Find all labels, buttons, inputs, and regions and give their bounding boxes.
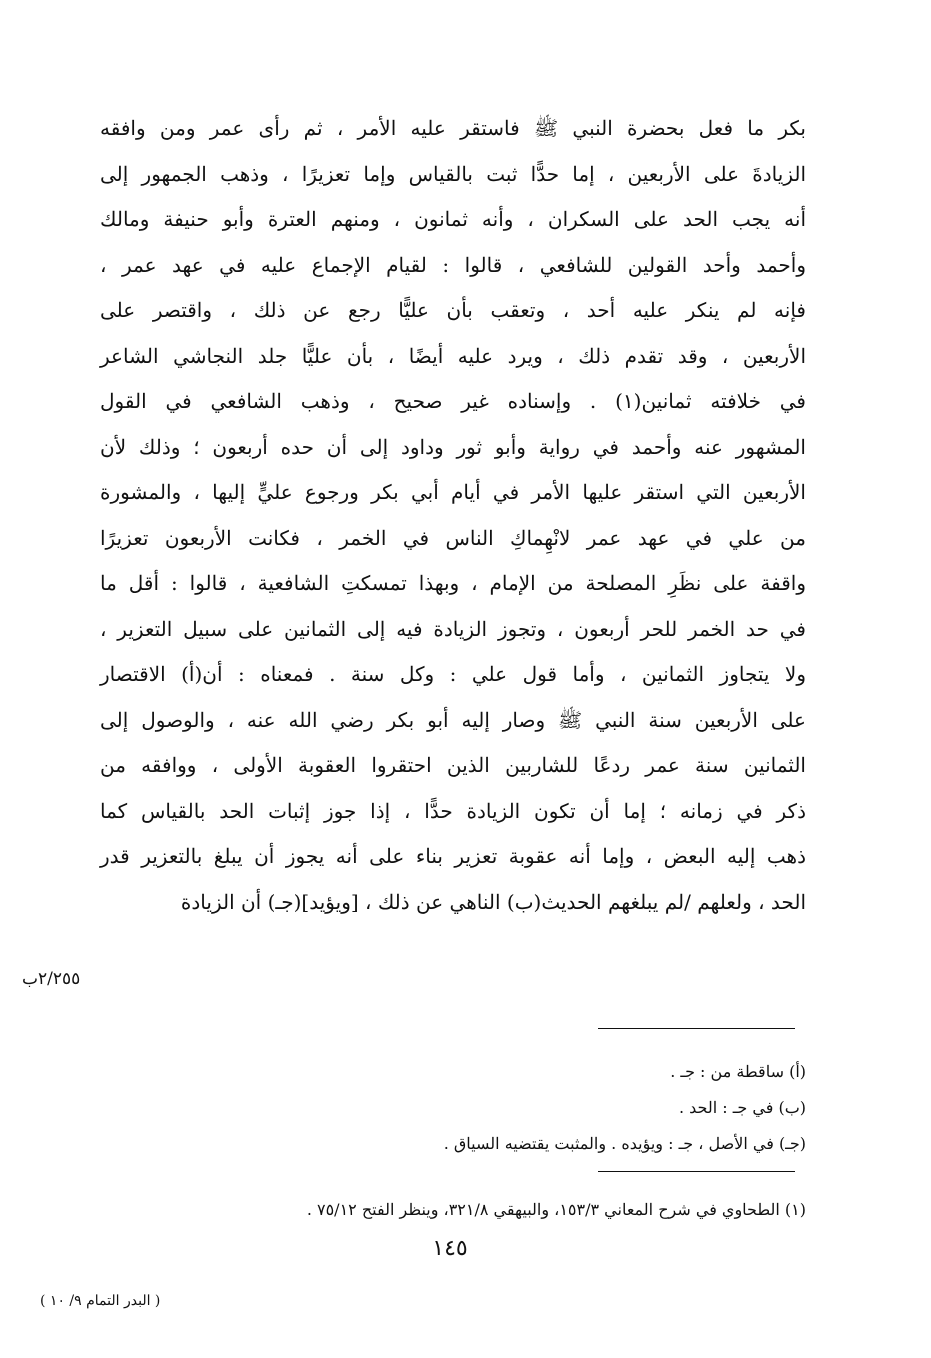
text-line-1: بكر ما فعل بحضرة النبي ﷺ فاستقر عليه الأمر ، ثم رأى عمر ومن وافقه — [100, 116, 806, 140]
main-text-block — [100, 106, 806, 925]
variant-note-a: (أ) ساقطة من : جـ . — [670, 1062, 806, 1081]
text-line-4: وأحمد وأحد القولين للشافعي ، قالوا : لقيام الإجماع عليه في عهد عمر ، — [100, 252, 806, 277]
page-number: ١٤٥ — [432, 1236, 468, 1261]
text-line-14: على الأربعين سنة النبي ﷺ وصار إليه أبو بكر رضي الله عنه ، والوصول إلى — [100, 707, 806, 732]
text-line-9: الأربعين التي استقر عليها الأمر في أيام أبي بكر ورجوع عليٍّ إليها ، والمشورة — [100, 480, 806, 504]
text-line-13: ولا يتجاوز الثمانين ، وأما قول علي : وكل سنة . فمعناه : أن(أ) الاقتصار — [100, 662, 806, 686]
footnote-separator-top — [598, 1028, 795, 1029]
text-line-10: من علي في عهد عمر لانْهِماكِ الناس في الخمر ، فكانت الأربعون تعزيرًا — [100, 525, 806, 550]
text-line-11: واقفة على نظَرِ المصلحة من الإمام ، وبهذا تمسكتِ الشافعية ، قالوا : أقل ما — [100, 571, 806, 595]
variant-note-b: (ب) في جـ : الحد . — [678, 1098, 806, 1117]
text-line-15: الثمانين سنة عمر ردعًا للشاربين الذين احتقروا العقوبة الأولى ، ووافقه من — [100, 753, 806, 777]
text-line-16: ذكر في زمانه ؛ إما أن تكون الزيادة حدًّا ، إذا جوز إثبات الحد بالقياس كما — [100, 798, 806, 823]
book-signature: ( البدر التمام ٩/ ١٠ ) — [40, 1293, 161, 1309]
reference-footnotes — [300, 1190, 806, 1230]
text-line-2: الزيادةَ على الأربعين ، إما حدًّا ثبت بالقياس وإما تعزيرًا ، وذهب الجمهور إلى — [100, 161, 807, 186]
text-line-8: المشهور عنه وأحمد في رواية وأبو ثور وداود إلى أن حده أربعون ؛ وذلك لأن — [100, 434, 806, 459]
text-line-7: في خلافته ثمانين(١) . وإسناده غير صحيح ، وذهب الشافعي في القول — [100, 389, 806, 413]
text-line-5: فإنه لم ينكر عليه أحد ، وتعقب بأن عليًّا رجع عن ذلك ، واقتصر على — [100, 298, 806, 322]
text-line-18: الحد ، ولعلهم /لم يبلغهم الحديث(ب) الناهي عن ذلك ، [ويؤيد](جـ) أن الزيادة — [180, 889, 806, 914]
reference-note-1: (١) الطحاوي في شرح المعاني ١٥٣/٣، والبيهقي ٣٢١/٨، وينظر الفتح ٧٥/١٢ . — [306, 1200, 806, 1219]
variant-footnotes — [300, 1054, 806, 1162]
text-line-12: في حد الخمر للحر أربعون ، وتجوز الزيادة فيه إلى الثمانين على سبيل التعزير ، — [100, 616, 806, 641]
text-line-3: أنه يجب الحد على السكران ، وأنه ثمانون ، ومنهم العترة وأبو حنيفة ومالك — [100, 207, 806, 231]
text-line-6: الأربعين ، وقد تقدم ذلك ، ويرد عليه أيضًا ، بأن عليًّا جلد النجاشي الشاعر — [100, 343, 806, 368]
footnote-separator-bottom — [598, 1171, 795, 1172]
manuscript-folio-marker: ٢/٢٥٥ب — [22, 969, 81, 989]
text-line-17: ذهب إليه البعض ، وإما أنه عقوبة تعزير بناء على أنه يجوز أن يبلغ بالتعزير قدر — [100, 844, 806, 868]
variant-note-j: (جـ) في الأصل ، جـ : ويؤيده . والمثبت يقتضيه السياق . — [443, 1134, 806, 1153]
